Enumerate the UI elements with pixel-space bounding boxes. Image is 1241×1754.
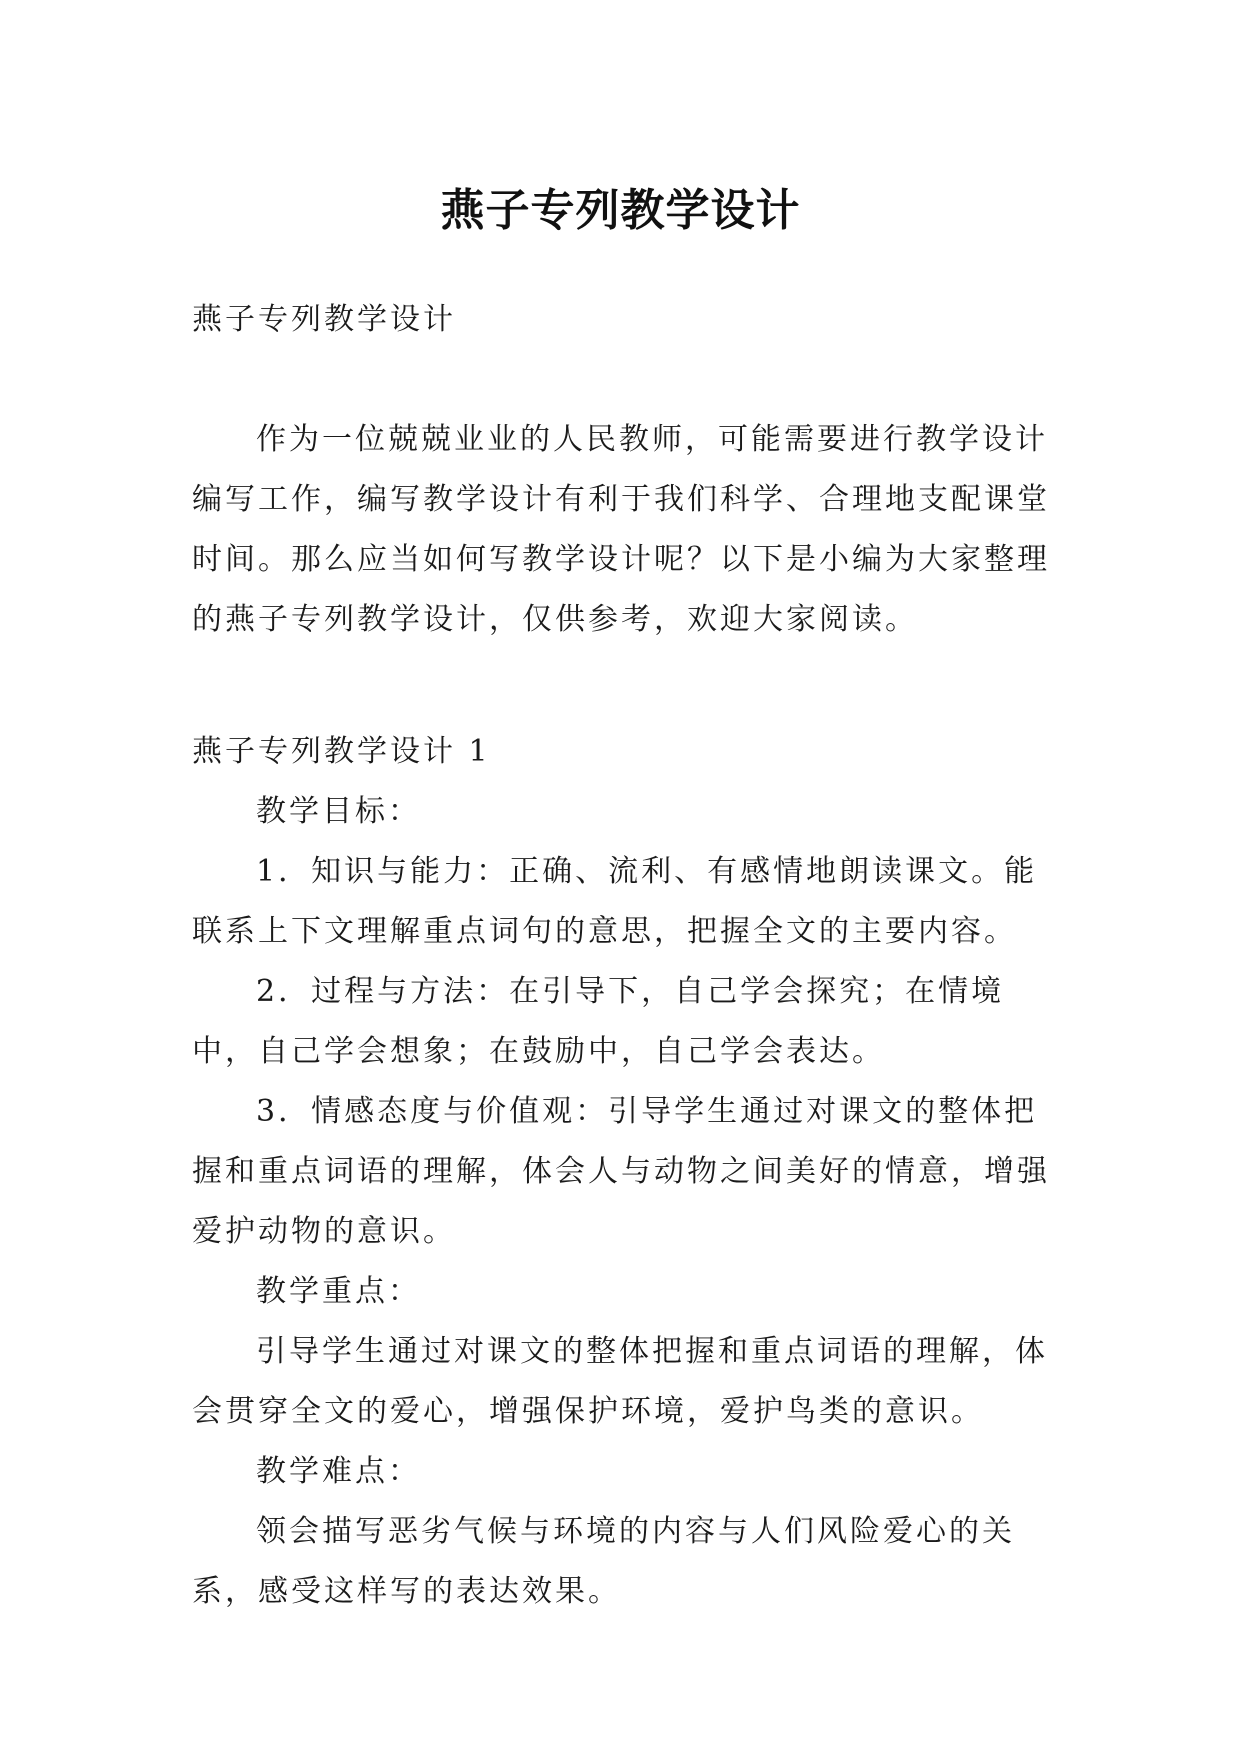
difficulty-label: 教学难点： — [256, 1454, 421, 1489]
goal-item-1: 1．知识与能力：正确、流利、有感情地朗读课文。能联系上下文理解重点词句的意思，把握全文的主要内容。 — [192, 854, 1038, 949]
intro-paragraph: 作为一位兢兢业业的人民教师，可能需要进行教学设计编写工作，编写教学设计有利于我们科学、合理地支配课堂时间。那么应当如何写教学设计呢？以下是小编为大家整理的燕子专列教学设计，仅供参考，欢迎大家阅读。 — [192, 422, 1050, 637]
document-title: 燕子专列教学设计 — [440, 185, 801, 237]
goal-item-2: 2．过程与方法：在引导下，自己学会探究；在情境中，自己学会想象；在鼓励中，自己学会表达。 — [192, 974, 1005, 1069]
key-points-label: 教学重点： — [256, 1274, 421, 1309]
document-subtitle: 燕子专列教学设计 — [192, 302, 456, 337]
goal-item-3: 3．情感态度与价值观：引导学生通过对课文的整体把握和重点词语的理解，体会人与动物之间美好的情意，增强爱护动物的意识。 — [192, 1094, 1050, 1249]
difficulty-text: 领会描写恶劣气候与环境的内容与人们风险爱心的关系，感受这样写的表达效果。 — [192, 1514, 1015, 1609]
document-body — [192, 290, 1062, 1622]
key-points-text: 引导学生通过对课文的整体把握和重点词语的理解，体会贯穿全文的爱心，增强保护环境，爱护鸟类的意识。 — [192, 1334, 1048, 1429]
section-heading: 燕子专列教学设计 1 — [192, 734, 491, 769]
goals-label: 教学目标： — [256, 794, 421, 829]
